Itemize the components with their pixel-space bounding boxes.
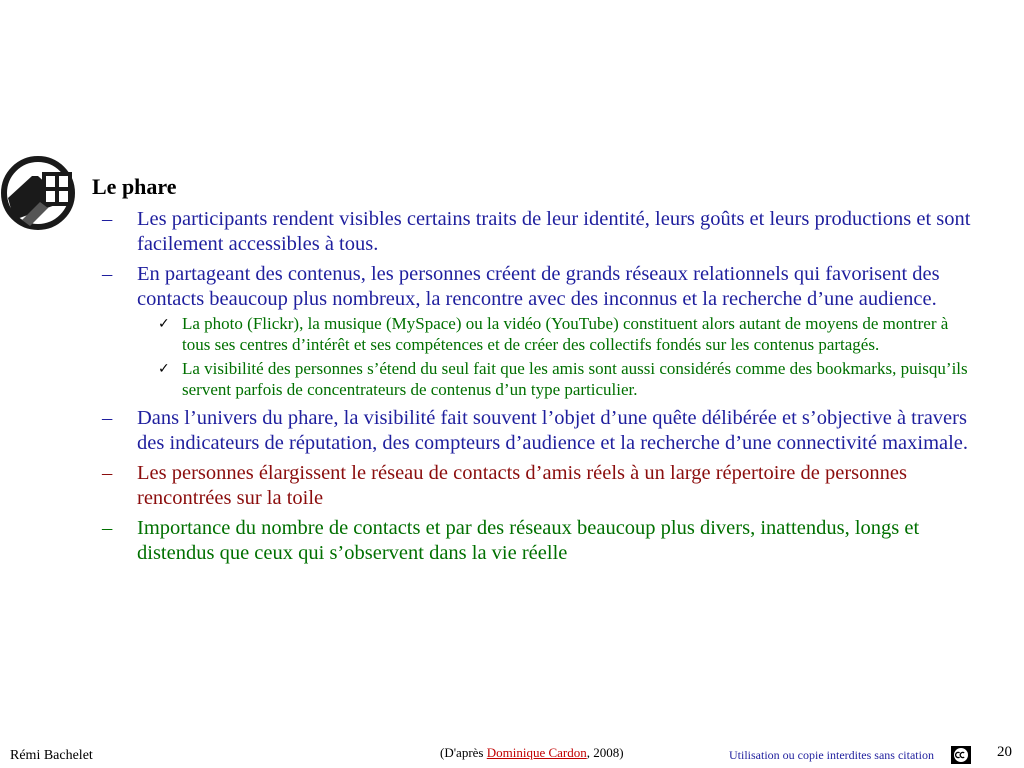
checkmark-icon: ✓: [158, 316, 170, 332]
footer-source-prefix: (D'après: [440, 745, 487, 760]
bullet-dash: –: [102, 208, 113, 230]
bullet-dash: –: [102, 517, 113, 539]
slide-heading: Le phare: [92, 174, 177, 199]
footer-source-link[interactable]: Dominique Cardon: [486, 745, 587, 760]
cc-icon: [951, 746, 971, 764]
lighthouse-logo-icon: [0, 154, 80, 232]
list-item-text: En partageant des contenus, les personnes créent de grands réseaux relationnels qui favorisent des contacts beaucoup plus nombreux, la rencontre avec des inconnus et la recherche d’une audience.: [137, 263, 940, 310]
footer-license: Utilisation ou copie interdites sans citation: [729, 748, 934, 762]
sub-list-item-text: La photo (Flickr), la musique (MySpace) ou la vidéo (YouTube) constituent alors autant de moyens de montrer à tous ses centres d’intérêt et ses compétences et de créer des collectifs fondés sur les contenus partagés.: [182, 314, 949, 354]
list-item-text: Importance du nombre de contacts et par des réseaux beaucoup plus divers, inattendus, longs et distendus que ceux qui s’observent dans la vie réelle: [137, 517, 920, 564]
footer-author: Rémi Bachelet: [10, 748, 93, 763]
list-item-text: Les personnes élargissent le réseau de contacts d’amis réels à un large répertoire de personnes rencontrées sur la toile: [137, 462, 907, 509]
footer-source: [440, 745, 624, 761]
bullet-list: [100, 207, 980, 571]
sub-list-item: [137, 314, 980, 355]
list-item: [100, 516, 980, 565]
bullet-dash: –: [102, 263, 113, 285]
sub-list-item-text: La visibilité des personnes s’étend du seul fait que les amis sont aussi considérés comme des bookmarks, puisqu’ils servent parfois de concentrateurs de contenus d’un type particulier.: [182, 359, 968, 399]
list-item: [100, 406, 980, 455]
footer-source-suffix: , 2008): [586, 745, 624, 760]
list-item: [100, 207, 980, 256]
bullet-dash: –: [102, 462, 113, 484]
list-item: [100, 461, 980, 510]
sub-list-item: [137, 359, 980, 400]
checkmark-icon: ✓: [158, 361, 170, 377]
page-number: 20: [997, 744, 1012, 760]
bullet-dash: –: [102, 407, 113, 429]
sub-list: [137, 314, 980, 400]
list-item-text: Dans l’univers du phare, la visibilité fait souvent l’objet d’une quête délibérée et s’objective à travers des indicateurs de réputation, des compteurs d’audience et la recherche d’une connectivité maximale.: [137, 407, 969, 454]
list-item-text: Les participants rendent visibles certains traits de leur identité, leurs goûts et leurs productions et sont facilement accessibles à tous.: [137, 208, 971, 255]
list-item: [100, 262, 980, 400]
